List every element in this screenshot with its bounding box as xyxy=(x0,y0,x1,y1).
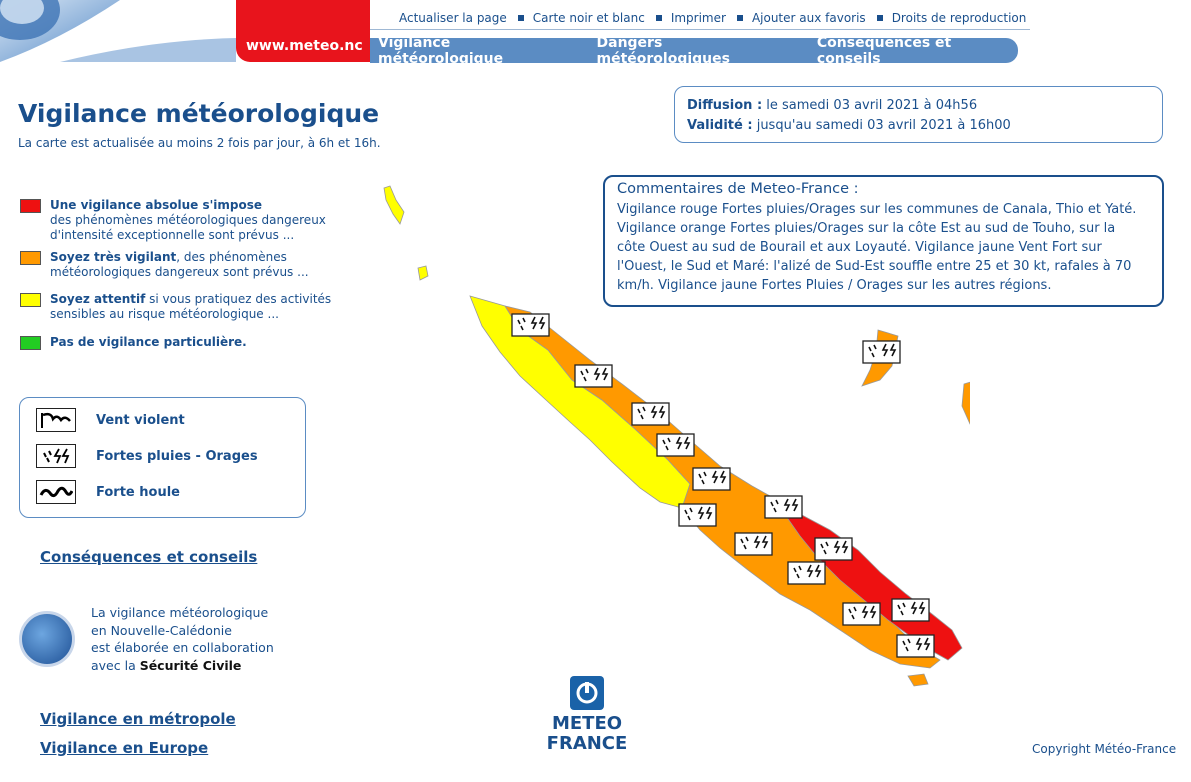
collab-text xyxy=(91,604,274,674)
link-favorites[interactable]: Ajouter aux favoris xyxy=(751,11,866,25)
legend-red-text: des phénomènes météorologiques dangereux d'intensité exceptionnelle sont prévus ... xyxy=(50,213,326,242)
symbol-legend-box xyxy=(19,397,306,518)
legend-swatch-orange xyxy=(20,251,41,265)
link-consequences[interactable]: Conséquences et conseils xyxy=(40,548,258,566)
meteo-france-logo xyxy=(546,676,628,754)
square-bullet-icon xyxy=(656,15,662,21)
map-island-pines[interactable] xyxy=(908,674,928,686)
legend-swatch-yellow xyxy=(20,293,41,307)
collab-line4-bold: Sécurité Civile xyxy=(139,657,242,673)
page-title: Vigilance météorologique xyxy=(18,99,380,128)
comments-p2: Vigilance orange Fortes pluies/Orages sur la côte Est au sud de Touho, sur la côte Ouest au sud de Bourail et aux Loyauté. Vigilance jaune Vent Fort sur l'Ouest, le Sud et Maré: l'alizé de Sud-Est souffle entre 25 et 30 kt, rafales à 70 km/h. Vigilance jaune Fortes Pluies / Orages sur les autres régions. xyxy=(617,221,1132,293)
map-islet-north xyxy=(418,266,428,280)
symbol-swell-row xyxy=(36,480,180,504)
securite-civile-logo xyxy=(19,611,75,667)
legend-swatch-green xyxy=(20,336,41,350)
diffusion-value: le samedi 03 avril 2021 à 04h56 xyxy=(766,98,978,113)
square-bullet-icon xyxy=(877,15,883,21)
collab-line1: La vigilance météorologique xyxy=(91,605,269,620)
symbol-wind-row xyxy=(36,408,185,432)
symbol-swell-label: Forte houle xyxy=(96,484,180,500)
map-island-lifou[interactable] xyxy=(962,378,970,456)
validity-value: jusqu'au samedi 03 avril 2021 à 16h00 xyxy=(756,118,1011,133)
symbol-rain-label: Fortes pluies - Orages xyxy=(96,448,258,464)
diffusion-label: Diffusion : xyxy=(687,98,763,113)
diffusion-box xyxy=(674,86,1163,143)
legend-swatch-red xyxy=(20,199,41,213)
main-nav xyxy=(370,34,1018,67)
meteo-france-emblem-icon xyxy=(570,676,604,710)
comments-title: Commentaires de Meteo-France : xyxy=(617,181,859,197)
square-bullet-icon xyxy=(518,15,524,21)
link-refresh[interactable]: Actualiser la page xyxy=(399,11,507,25)
collab-line4-pre: avec la xyxy=(91,657,140,673)
header-logo-graphic xyxy=(0,0,236,62)
top-links xyxy=(399,11,1026,25)
legend-yellow-title: Soyez attentif xyxy=(50,292,146,306)
map-region-yellow[interactable] xyxy=(470,296,690,508)
comments-p1: Vigilance rouge Fortes pluies/Orages sur les communes de Canala, Thio et Yaté. xyxy=(617,202,1137,217)
legend-orange-text: , des phénomènes météorologiques dangereux sont prévus ... xyxy=(50,250,309,279)
legend-orange-title: Soyez très vigilant xyxy=(50,250,177,264)
wind-icon xyxy=(36,408,76,432)
page-subtitle: La carte est actualisée au moins 2 fois par jour, à 6h et 16h. xyxy=(18,136,381,150)
legend-yellow-text: si vous pratiquez des activités sensibles au risque météorologique ... xyxy=(50,292,332,321)
legend-red-title: Une vigilance absolue s'impose xyxy=(50,198,263,212)
legend-green-title: Pas de vigilance particulière. xyxy=(50,335,247,349)
link-europe[interactable]: Vigilance en Europe xyxy=(40,739,209,757)
nav-consequences[interactable]: Conséquences et conseils xyxy=(816,34,952,67)
collab-line3: est élaborée en collaboration xyxy=(91,640,274,655)
site-url[interactable]: www.meteo.nc xyxy=(246,38,363,54)
map-island-belep[interactable] xyxy=(384,186,404,224)
logo-line2: FRANCE xyxy=(546,733,628,754)
header-red-block xyxy=(236,0,370,62)
header-divider xyxy=(370,29,1030,30)
symbol-wind-label: Vent violent xyxy=(96,412,185,428)
copyright: Copyright Météo-France xyxy=(1032,742,1177,756)
link-print[interactable]: Imprimer xyxy=(670,11,726,25)
swell-icon xyxy=(36,480,76,504)
logo-line1: METEO xyxy=(551,713,623,734)
square-bullet-icon xyxy=(737,15,743,21)
nav-dangers[interactable]: Dangers météorologiques xyxy=(596,34,730,67)
symbol-rain-row xyxy=(36,444,258,468)
comments-text xyxy=(617,180,1137,295)
collab-line2: en Nouvelle-Calédonie xyxy=(91,622,232,638)
link-metropole[interactable]: Vigilance en métropole xyxy=(40,710,236,728)
link-bw-map[interactable]: Carte noir et blanc xyxy=(532,11,645,25)
validity-label: Validité : xyxy=(687,118,753,133)
nav-vigilance[interactable]: Vigilance météorologique xyxy=(378,34,504,67)
link-rights[interactable]: Droits de reproduction xyxy=(891,11,1027,25)
rain-storm-icon xyxy=(36,444,76,468)
